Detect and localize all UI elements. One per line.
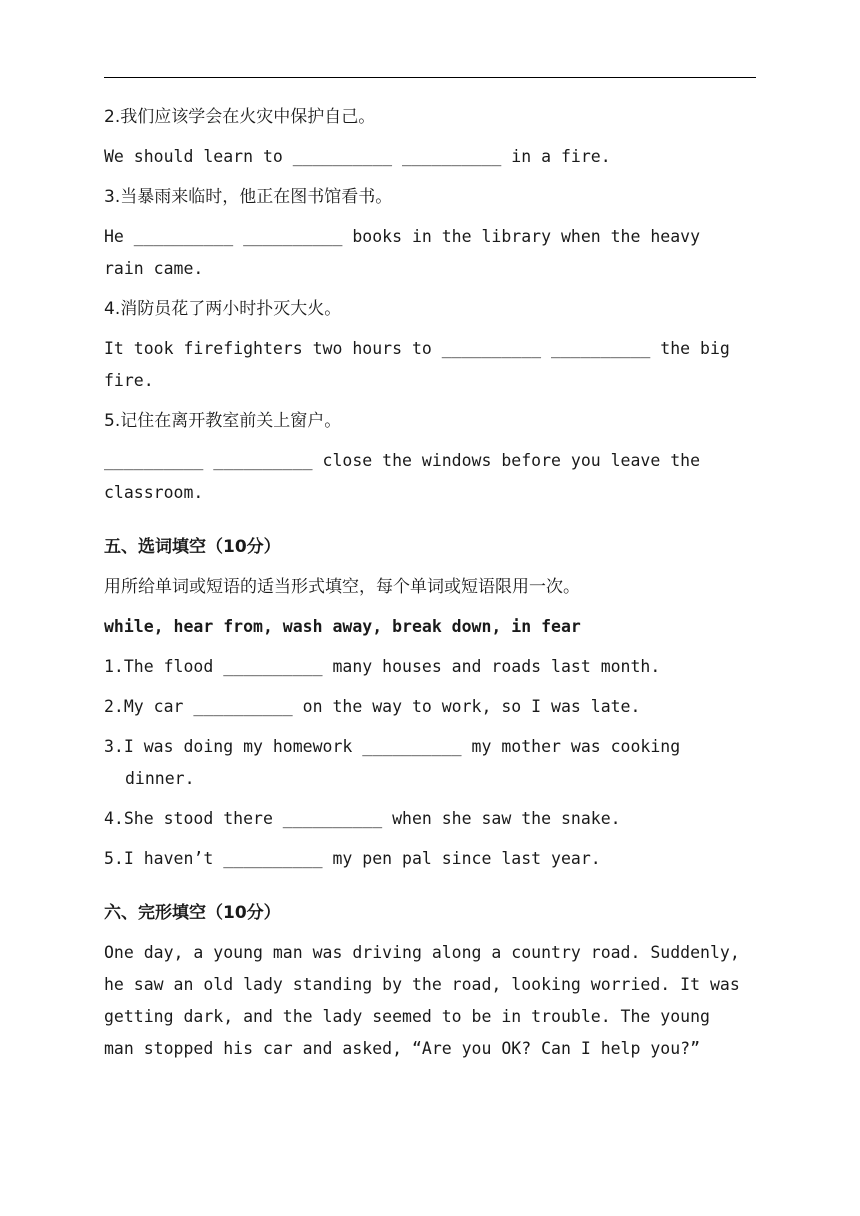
question-2-english: We should learn to __________ __________ in a fire. (104, 147, 611, 166)
word-bank: while, hear from, wash away, break down, in fear (104, 617, 581, 636)
cloze-paragraph-line-2: he saw an old lady standing by the road, looking worried. It was (104, 975, 740, 994)
fill-question-5: 5.I haven’t __________ my pen pal since last year. (104, 849, 601, 868)
question-4-english-line-1: It took firefighters two hours to __________ __________ the big (104, 339, 730, 358)
fill-question-2: 2.My car __________ on the way to work, so I was late. (104, 697, 641, 716)
question-4-chinese: 4.消防员花了两小时扑灭大火。 (104, 299, 342, 319)
cloze-paragraph-line-3: getting dark, and the lady seemed to be in trouble. The young (104, 1007, 710, 1026)
cloze-paragraph-line-4: man stopped his car and asked, “Are you OK? Can I help you?” (104, 1039, 701, 1058)
fill-question-3-line-2: dinner. (125, 769, 195, 788)
question-5-chinese: 5.记住在离开教室前关上窗户。 (104, 411, 342, 431)
question-3-english-line-1: He __________ __________ books in the library when the heavy (104, 227, 701, 246)
question-5-english-line-1: __________ __________ close the windows before you leave the (104, 451, 701, 470)
fill-question-4: 4.She stood there __________ when she saw the snake. (104, 809, 621, 828)
question-3-english-line-2: rain came. (104, 259, 204, 278)
question-5-english-line-2: classroom. (104, 483, 204, 502)
question-2-chinese: 2.我们应该学会在火灾中保护自己。 (104, 107, 376, 127)
section-5-instruction: 用所给单词或短语的适当形式填空，每个单词或短语限用一次。 (104, 577, 580, 597)
header-rule (104, 77, 756, 78)
fill-question-3-line-1: 3.I was doing my homework __________ my mother was cooking (104, 737, 681, 756)
question-3-chinese: 3.当暴雨来临时，他正在图书馆看书。 (104, 187, 393, 207)
cloze-paragraph-line-1: One day, a young man was driving along a country road. Suddenly, (104, 943, 740, 962)
question-4-english-line-2: fire. (104, 371, 154, 390)
fill-question-1: 1.The flood __________ many houses and roads last month. (104, 657, 661, 676)
section-5-title: 五、选词填空（10分） (104, 537, 281, 557)
section-6-title: 六、完形填空（10分） (104, 903, 281, 923)
